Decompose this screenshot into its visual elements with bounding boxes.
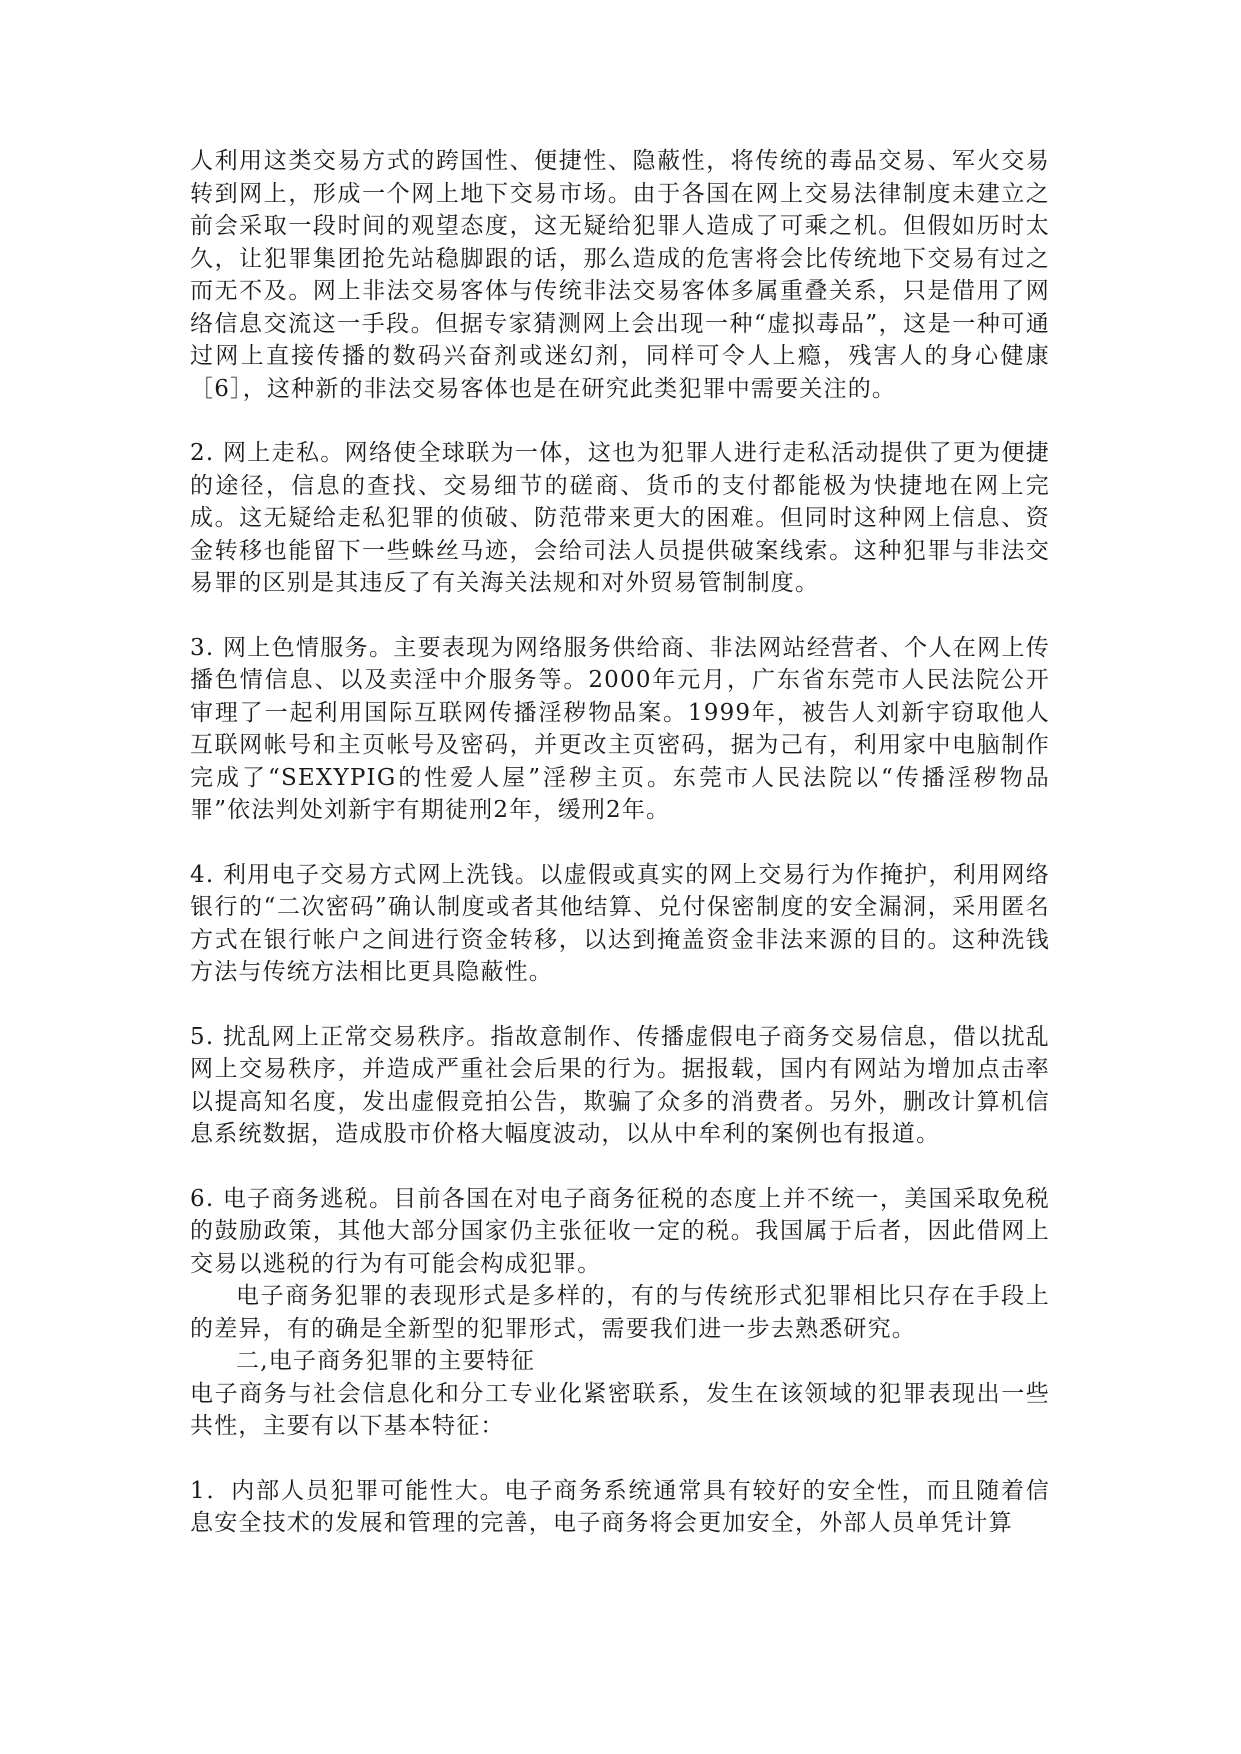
paragraph-online-pornography: 3. 网上色情服务。主要表现为网络服务供给商、非法网站经营者、个人在网上传播色情信息、以及卖淫中介服务等。2000年元月，广东省东莞市人民法院公开审理了一起利用国际互联网传播淫秽物品案。1999年，被告人刘新宇窃取他人互联网帐号和主页帐号及密码，并更改主页密码，据为己有，利用家中电脑制作完成了“SEXYPIG的性爱人屋”淫秽主页。东莞市人民法院以“传播淫秽物品罪”依法判处刘新宇有期徒刑2年，缓刑2年。	[190, 634, 1050, 823]
paragraph-disrupting-trade-order: 5. 扰乱网上正常交易秩序。指故意制作、传播虚假电子商务交易信息，借以扰乱网上交易秩序，并造成严重社会后果的行为。据报载，国内有网站为增加点击率以提高知名度，发出虚假竞拍公告，欺骗了众多的消费者。另外，删改计算机信息系统数据，造成股市价格大幅度波动，以从中牟利的案例也有报道。	[190, 1023, 1050, 1147]
document-body	[190, 145, 1050, 1540]
paragraph-tax-evasion: 6. 电子商务逃税。目前各国在对电子商务征税的态度上并不统一，美国采取免税的鼓励政策，其他大部分国家仍主张征收一定的税。我国属于后者，因此借网上交易以逃税的行为有可能会构成犯罪。	[190, 1185, 1050, 1277]
section-heading-main-features: 二,电子商务犯罪的主要特征	[236, 1348, 535, 1374]
paragraph-insider-crime: 1．内部人员犯罪可能性大。电子商务系统通常具有较好的安全性，而且随着信息安全技术的发展和管理的完善，电子商务将会更加安全，外部人员单凭计算	[190, 1477, 1050, 1536]
paragraph-features-intro: 电子商务与社会信息化和分工专业化紧密联系，发生在该领域的犯罪表现出一些共性，主要有以下基本特征：	[190, 1380, 1050, 1439]
paragraph-online-smuggling: 2. 网上走私。网络使全球联为一体，这也为犯罪人进行走私活动提供了更为便捷的途径，信息的查找、交易细节的磋商、货币的支付都能极为快捷地在网上完成。这无疑给走私犯罪的侦破、防范带来更大的困难。但同时这种网上信息、资金转移也能留下一些蛛丝马迹，会给司法人员提供破案线索。这种犯罪与非法交易罪的区别是其违反了有关海关法规和对外贸易管制制度。	[190, 440, 1050, 596]
paragraph-online-illegal-trade: 人利用这类交易方式的跨国性、便捷性、隐蔽性，将传统的毒品交易、军火交易转到网上，形成一个网上地下交易市场。由于各国在网上交易法律制度未建立之前会采取一段时间的观望态度，这无疑给犯罪人造成了可乘之机。但假如历时太久，让犯罪集团抢先站稳脚跟的话，那么造成的危害将会比传统地下交易有过之而无不及。网上非法交易客体与传统非法交易客体多属重叠关系，只是借用了网络信息交流这一手段。但据专家猜测网上会出现一种“虚拟毒品”，这是一种可通过网上直接传播的数码兴奋剂或迷幻剂，同样可令人上瘾，残害人的身心健康［6］，这种新的非法交易客体也是在研究此类犯罪中需要关注的。	[190, 148, 1050, 402]
paragraph-money-laundering: 4. 利用电子交易方式网上洗钱。以虚假或真实的网上交易行为作掩护，利用网络银行的“二次密码”确认制度或者其他结算、兑付保密制度的安全漏洞，采用匿名方式在银行帐户之间进行资金转移，以达到掩盖资金非法来源的目的。这种洗钱方法与传统方法相比更具隐蔽性。	[190, 861, 1050, 985]
paragraph-summary: 电子商务犯罪的表现形式是多样的，有的与传统形式犯罪相比只存在手段上的差异，有的确是全新型的犯罪形式，需要我们进一步去熟悉研究。	[190, 1283, 1050, 1342]
